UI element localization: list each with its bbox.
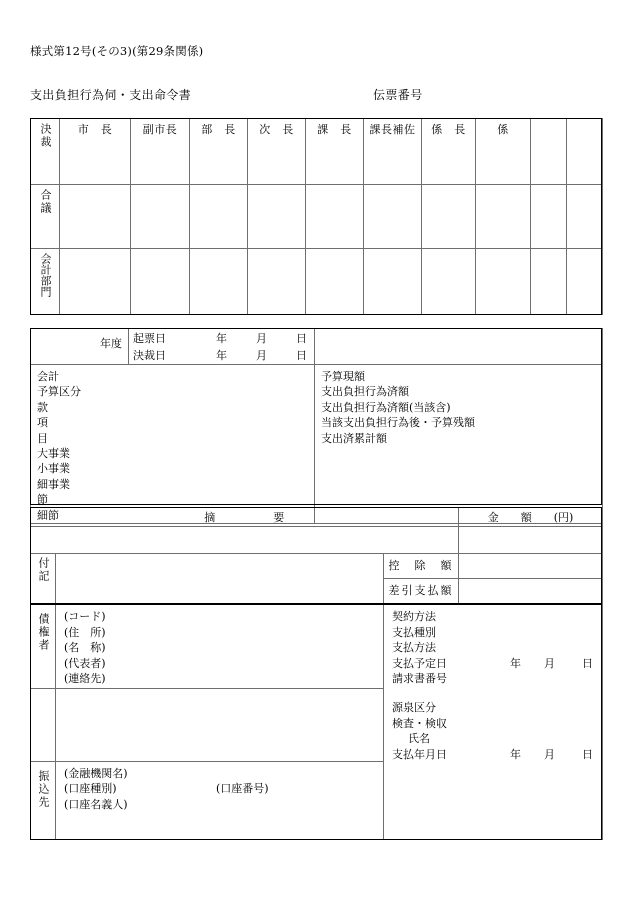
creditor-row-label: 債権者 <box>36 613 50 652</box>
accounting-cell[interactable] <box>131 248 190 314</box>
approval-header-section-chief[interactable]: 課 長 <box>306 119 364 185</box>
account-item[interactable]: 小事業 <box>37 462 70 476</box>
budget-header-blank-cell[interactable] <box>315 329 603 365</box>
creditor-fields-cell <box>56 605 384 689</box>
accounting-cell[interactable] <box>422 248 476 314</box>
scheduled-payment-year: 年 <box>510 656 521 670</box>
approval-header-blank-2[interactable] <box>567 119 603 185</box>
accounting-cell[interactable] <box>567 248 603 314</box>
inspector-name-label[interactable]: 氏名 <box>408 732 430 746</box>
creditor-row-label-cell <box>31 605 56 689</box>
payment-date-row[interactable] <box>392 747 602 763</box>
note-entry-cell[interactable] <box>56 554 384 604</box>
deduction-value-cell[interactable] <box>459 554 603 579</box>
scheduled-payment-date-label: 支払予定日 <box>392 656 447 670</box>
creditor-field-name[interactable]: (名 称) <box>64 641 106 655</box>
table-row <box>31 605 603 689</box>
approval-header-staff[interactable]: 係 <box>476 119 531 185</box>
table-row <box>31 554 603 579</box>
note-row-label: 付記 <box>36 557 50 583</box>
consultation-cell[interactable] <box>306 185 364 248</box>
table-row <box>31 329 603 365</box>
withholding-category-label[interactable]: 源泉区分 <box>392 701 436 715</box>
consultation-row-label-cell <box>31 185 60 248</box>
account-item[interactable]: 会計 <box>37 370 59 383</box>
inspection-label[interactable]: 検査・検収 <box>392 716 447 730</box>
account-classification-cell <box>31 365 315 524</box>
deduction-label: 控 除 額 <box>384 554 459 579</box>
creditor-field-contact[interactable]: (連絡先) <box>64 672 106 686</box>
table-row <box>31 527 603 554</box>
approval-date-label: 決裁日 <box>133 348 166 362</box>
account-item[interactable]: 細節 <box>37 508 59 522</box>
accounting-cell[interactable] <box>60 248 131 314</box>
drafting-date-label: 起票日 <box>133 332 166 345</box>
creditor-field-address[interactable]: (住 所) <box>64 625 106 639</box>
budget-item[interactable]: 支出負担行為済額 <box>321 385 409 399</box>
payment-date-year: 年 <box>510 747 521 761</box>
approval-date-month: 月 <box>256 348 267 362</box>
transfer-row-label: 振込先 <box>36 769 50 809</box>
budget-amounts-cell <box>315 365 603 524</box>
account-item[interactable]: 細事業 <box>37 477 70 491</box>
payment-type-label[interactable]: 支払種別 <box>392 625 436 639</box>
account-type-field[interactable]: (口座種別) <box>64 782 117 796</box>
fiscal-year-label[interactable]: 年度 <box>31 329 129 365</box>
scheduled-payment-day: 日 <box>582 656 593 670</box>
accounting-cell[interactable] <box>306 248 364 314</box>
creditor-blank-entry-cell[interactable] <box>56 689 384 761</box>
account-item[interactable]: 款 <box>37 400 48 414</box>
creditor-blank-label-cell[interactable] <box>31 689 56 761</box>
bank-name-field[interactable]: (金融機関名) <box>64 766 128 780</box>
slip-number-label: 伝票番号 <box>373 88 423 102</box>
account-number-field[interactable]: (口座番号) <box>216 782 269 796</box>
consultation-row-label: 合議 <box>38 189 52 216</box>
approval-header-mayor[interactable]: 市 長 <box>60 119 131 185</box>
invoice-number-label[interactable]: 請求書番号 <box>392 672 447 686</box>
net-payment-label: 差引支払額 <box>384 579 459 604</box>
form-code-label: 様式第12号(その3)(第29条関係) <box>30 44 204 58</box>
payment-details-cell <box>384 605 603 840</box>
table-row <box>31 119 603 185</box>
accounting-cell[interactable] <box>364 248 422 314</box>
budget-item[interactable]: 支出済累計額 <box>321 431 387 445</box>
creditor-field-code[interactable]: (コード) <box>64 610 106 623</box>
accounting-row-label-cell <box>31 248 60 314</box>
approval-header-deputy-chief[interactable]: 次 長 <box>248 119 306 185</box>
scheduled-payment-date-row[interactable] <box>392 656 602 672</box>
account-item[interactable]: 項 <box>37 416 48 430</box>
drafting-date-month: 月 <box>256 332 267 345</box>
drafting-date-day: 日 <box>296 332 307 345</box>
budget-table <box>30 328 603 524</box>
budget-item[interactable]: 当該支出負担行為後・予算残額 <box>321 416 475 430</box>
document-title: 支出負担行為伺・支出命令書 <box>30 88 192 102</box>
table-row <box>31 185 603 248</box>
table-row <box>31 508 603 527</box>
approval-date-year: 年 <box>216 348 227 362</box>
payment-method-label[interactable]: 支払方法 <box>392 641 436 655</box>
creditor-field-representative[interactable]: (代表者) <box>64 656 106 670</box>
budget-item[interactable]: 支出負担行為済額(当該含) <box>321 400 451 414</box>
consultation-cell[interactable] <box>131 185 190 248</box>
payment-date-day: 日 <box>582 747 593 761</box>
consultation-cell[interactable] <box>248 185 306 248</box>
consultation-cell[interactable] <box>531 185 567 248</box>
accounting-cell[interactable] <box>476 248 531 314</box>
accounting-cell[interactable] <box>248 248 306 314</box>
payment-date-label: 支払年月日 <box>392 747 447 761</box>
consultation-cell[interactable] <box>422 185 476 248</box>
contract-method-label[interactable]: 契約方法 <box>392 610 436 623</box>
summary-column-header: 摘 要 <box>31 508 459 527</box>
transfer-row-label-cell <box>31 761 56 839</box>
consultation-cell[interactable] <box>190 185 248 248</box>
spacer <box>392 687 602 700</box>
account-holder-field[interactable]: (口座名義人) <box>64 797 128 811</box>
entry-dates-cell <box>129 329 315 365</box>
summary-entry-cell[interactable] <box>31 527 459 554</box>
approval-header-deputy-mayor[interactable]: 副市長 <box>131 119 190 185</box>
drafting-date-year: 年 <box>216 332 227 345</box>
table-row <box>31 365 603 524</box>
drafting-date-row[interactable] <box>133 331 314 348</box>
note-row-label-cell <box>31 554 56 604</box>
account-item[interactable]: 予算区分 <box>37 385 81 399</box>
account-row <box>64 781 383 797</box>
account-item[interactable]: 大事業 <box>37 446 70 460</box>
approval-table <box>30 118 603 315</box>
approval-header-assistant-section-chief[interactable]: 課長補佐 <box>364 119 422 185</box>
summary-table <box>30 507 603 604</box>
table-row <box>31 248 603 314</box>
budget-item[interactable]: 予算現額 <box>321 370 365 383</box>
scheduled-payment-month: 月 <box>544 656 555 670</box>
accounting-cell[interactable] <box>531 248 567 314</box>
consultation-cell[interactable] <box>567 185 603 248</box>
accounting-row-label: 会計部門 <box>38 252 52 297</box>
account-item[interactable]: 目 <box>37 431 48 445</box>
accounting-cell[interactable] <box>190 248 248 314</box>
net-payment-value-cell[interactable] <box>459 579 603 604</box>
payee-table <box>30 604 603 840</box>
amount-entry-cell[interactable] <box>459 527 603 554</box>
approval-row-label-cell <box>31 119 60 185</box>
consultation-cell[interactable] <box>364 185 422 248</box>
approval-header-unit-chief[interactable]: 係 長 <box>422 119 476 185</box>
approval-header-department-chief[interactable]: 部 長 <box>190 119 248 185</box>
approval-row-label: 決裁 <box>38 123 52 149</box>
bank-fields-cell <box>56 761 384 839</box>
consultation-cell[interactable] <box>476 185 531 248</box>
payment-date-month: 月 <box>544 747 555 761</box>
approval-date-day: 日 <box>296 348 307 362</box>
approval-date-row[interactable] <box>133 348 314 365</box>
account-item[interactable]: 節 <box>37 493 48 507</box>
amount-column-header: 金 額 (円) <box>459 508 603 527</box>
approval-header-blank-1[interactable] <box>531 119 567 185</box>
consultation-cell[interactable] <box>60 185 131 248</box>
